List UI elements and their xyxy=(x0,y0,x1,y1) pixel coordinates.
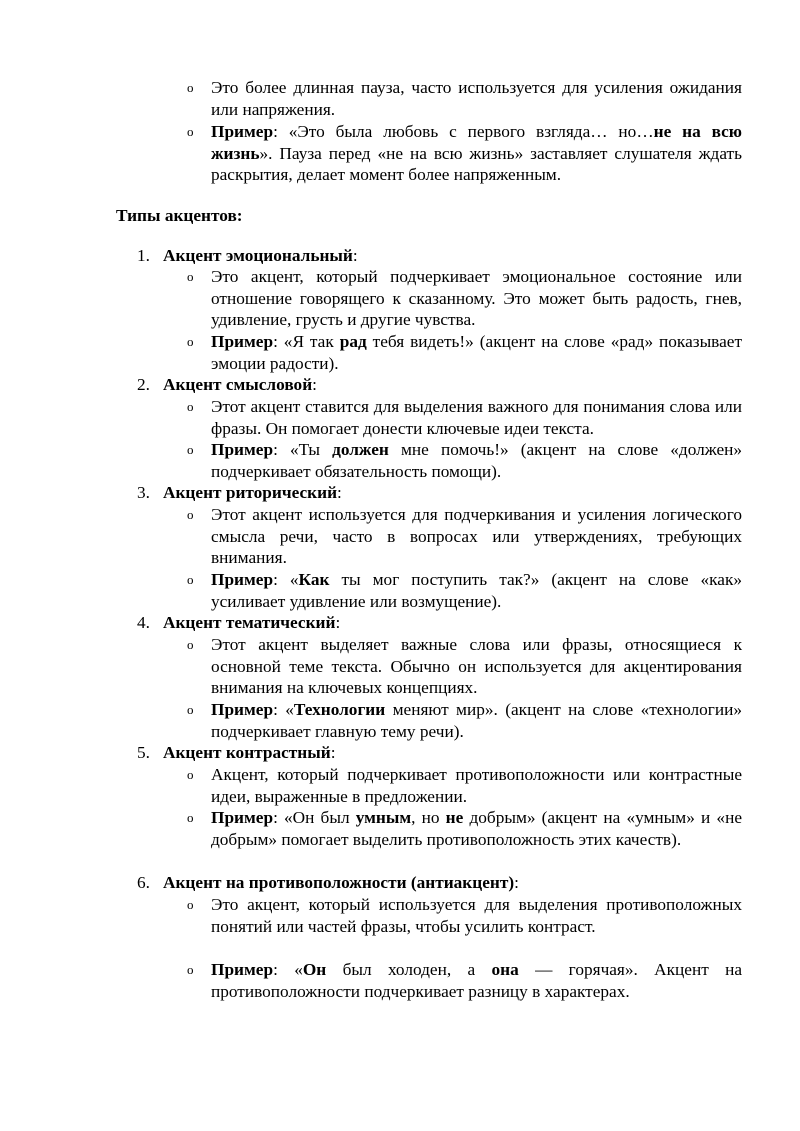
numbered-item xyxy=(137,482,743,504)
list-item xyxy=(187,77,742,120)
item-title: Акцент смысловой xyxy=(163,375,313,394)
bullet-icon: o xyxy=(187,572,194,587)
example-text: ты мог поступить так?» (акцент на слове «как» усиливает удивление или возмущение). xyxy=(211,570,742,611)
colon: : xyxy=(330,743,336,762)
colon: : xyxy=(514,873,519,892)
item-title: Акцент эмоциональный xyxy=(163,246,353,265)
emphasis-text: Он xyxy=(302,960,327,979)
item-title: Акцент тематический xyxy=(163,613,336,632)
numbered-item xyxy=(137,245,743,267)
numbered-item xyxy=(137,374,743,396)
example-text: был холоден, а xyxy=(326,960,492,979)
numbered-item xyxy=(137,742,743,764)
example-label: Пример xyxy=(211,700,274,719)
bullet-icon: o xyxy=(187,702,194,717)
list-item xyxy=(187,807,742,850)
bullet-icon: o xyxy=(187,399,194,414)
example-text: : «Он был xyxy=(273,808,356,827)
item-title: Акцент риторический xyxy=(163,483,338,502)
bullet-icon: o xyxy=(187,334,194,349)
item-text: Этот акцент используется для подчеркивания и усиления логического смысла речи, часто в вопросах или утверждениях, требующих внимания. xyxy=(211,505,742,568)
bullet-icon: o xyxy=(187,442,194,457)
list-item xyxy=(187,396,742,439)
bullet-icon: o xyxy=(187,80,194,95)
list-item xyxy=(187,439,743,482)
list-item xyxy=(187,894,742,937)
example-label: Пример xyxy=(211,332,274,351)
colon: : xyxy=(352,246,358,265)
list-item xyxy=(187,699,742,742)
list-item xyxy=(187,764,742,807)
numbered-item xyxy=(137,612,743,634)
example-text: , но xyxy=(411,808,446,827)
example-label: Пример xyxy=(211,960,274,979)
item-number: 4. xyxy=(137,613,150,632)
example-label: Пример xyxy=(211,570,274,589)
numbered-item xyxy=(137,872,743,894)
emphasis-text: она xyxy=(491,960,519,979)
emphasis-text: Как xyxy=(298,570,330,589)
item-title: Акцент на противоположности (антиакцент) xyxy=(163,873,515,892)
colon: : xyxy=(335,613,341,632)
example-text: : «Я так xyxy=(273,332,340,351)
emphasis-text: должен xyxy=(332,440,389,459)
emphasis-text: Технологии xyxy=(293,700,386,719)
example-label: Пример xyxy=(211,808,274,827)
colon: : xyxy=(312,375,317,394)
item-number: 5. xyxy=(137,743,150,762)
example-text: меняют мир». (акцент на слове «технологии» подчеркивает главную тему речи). xyxy=(211,700,742,741)
example-text: тебя видеть!» (акцент на слове «рад» показывает эмоции радости). xyxy=(211,332,743,373)
emphasis-text: умным xyxy=(355,808,412,827)
example-text: : « xyxy=(273,960,303,979)
list-item xyxy=(187,266,742,331)
list-item xyxy=(187,634,742,699)
bullet-icon: o xyxy=(187,507,194,522)
colon: : xyxy=(337,483,342,502)
item-number: 1. xyxy=(137,246,150,265)
bullet-icon: o xyxy=(187,962,194,977)
example-text: : «Это была любовь с первого взгляда… но… xyxy=(273,122,654,141)
bullet-icon: o xyxy=(187,269,194,284)
bullet-icon: o xyxy=(187,637,194,652)
example-label: Пример xyxy=(211,440,274,459)
bullet-icon: o xyxy=(187,767,194,782)
item-number: 6. xyxy=(137,873,150,892)
item-text: Этот акцент ставится для выделения важного для понимания слова или фразы. Он помогает донести ключевые идеи текста. xyxy=(211,397,742,438)
list-item xyxy=(187,959,743,1002)
bullet-icon: o xyxy=(187,897,194,912)
example-text: : « xyxy=(273,700,294,719)
bullet-icon: o xyxy=(187,810,194,825)
item-text: Это более длинная пауза, часто используется для усиления ожидания или напряжения. xyxy=(211,78,742,119)
list-item xyxy=(187,569,742,612)
example-text: мне помочь!» (акцент на слове «должен» подчеркивает обязательность помощи). xyxy=(211,440,743,481)
item-number: 2. xyxy=(137,375,150,394)
item-title: Акцент контрастный xyxy=(163,743,331,762)
item-text: Этот акцент выделяет важные слова или фразы, относящиеся к основной теме текста. Обычно он используется для акцентирования внимания на ключевых концепциях. xyxy=(211,635,742,698)
item-text: Акцент, который подчеркивает противоположности или контрастные идеи, выраженные в предложении. xyxy=(211,765,742,806)
example-text: добрым» (акцент на «умным» и «не добрым» помогает выделить противоположность этих качеств). xyxy=(211,808,742,849)
list-item xyxy=(187,331,743,374)
list-item xyxy=(187,121,743,186)
example-text: : « xyxy=(273,570,299,589)
section-heading: Типы акцентов: xyxy=(116,206,243,225)
list-item xyxy=(187,504,742,569)
item-text: Это акцент, который подчеркивает эмоциональное состояние или отношение говорящего к сказанному. Это может быть радость, гнев, удивление, грусть и другие чувства. xyxy=(211,267,742,330)
example-label: Пример xyxy=(211,122,274,141)
item-number: 3. xyxy=(137,483,150,502)
emphasis-text: рад xyxy=(339,332,367,351)
emphasis-text: не на всю жизнь xyxy=(211,122,743,163)
example-text: — горячая». Акцент на противоположности подчеркивает разницу в характерах. xyxy=(211,960,743,1001)
item-text: Это акцент, который используется для выделения противоположных понятий или частей фразы, чтобы усилить контраст. xyxy=(211,895,742,936)
example-text: ». Пауза перед «не на всю жизнь» заставляет слушателя ждать раскрытия, делает момент более напряженным. xyxy=(211,143,742,185)
example-text: : «Ты xyxy=(273,440,333,459)
emphasis-text: не xyxy=(445,808,464,827)
bullet-icon: o xyxy=(187,124,194,139)
